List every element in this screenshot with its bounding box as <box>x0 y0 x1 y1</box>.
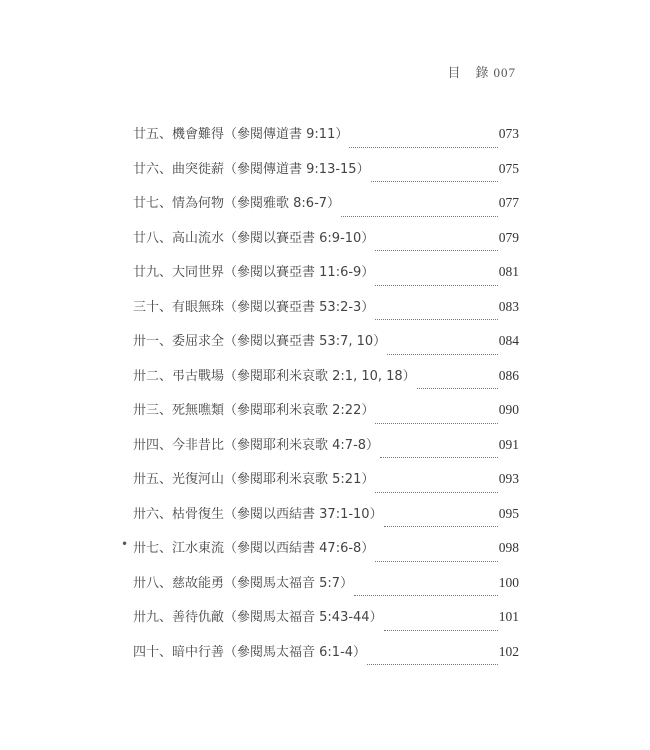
dot-leader <box>375 309 497 320</box>
toc-entry <box>133 399 519 434</box>
entry-page: 101 <box>498 609 519 624</box>
entry-title: 廿七、情為何物 <box>133 196 225 211</box>
section-title-char-2: 錄 <box>475 66 490 81</box>
dot-leader <box>349 137 497 148</box>
scripture-ref: （參閱以賽亞書 53:7, 10） <box>224 334 387 349</box>
dot-leader <box>375 240 497 251</box>
dot-leader <box>417 378 498 389</box>
scripture-ref: （參閱以西結書 37:1-10） <box>224 506 383 522</box>
toc-entry <box>133 192 519 227</box>
scripture-ref: （參閱以西結書 47:6-8） <box>224 541 375 556</box>
entry-page: 093 <box>498 471 519 486</box>
entry-title: 廿五、機會難得 <box>133 127 225 142</box>
toc-entry <box>133 606 519 641</box>
entry-title: 三十、有眼無珠 <box>133 299 225 315</box>
dot-leader <box>375 275 497 286</box>
bullet-marker: • <box>121 537 129 551</box>
entry-page: 091 <box>498 436 519 452</box>
scripture-ref: （參閱馬太福音 6:1-4） <box>224 644 367 660</box>
scripture-ref: （參閱雅歌 8:6-7） <box>224 196 341 211</box>
entry-title: 廿八、高山流水 <box>133 230 225 246</box>
dot-leader <box>380 447 498 458</box>
entry-page: 098 <box>498 540 519 555</box>
scripture-ref: （參閱傳道書 9:11） <box>224 127 349 142</box>
dot-leader <box>387 344 498 355</box>
entry-page: 100 <box>498 574 519 590</box>
toc-entry <box>133 434 519 469</box>
toc-entry <box>133 227 519 262</box>
toc-entry <box>133 572 519 607</box>
entry-page: 090 <box>498 402 519 417</box>
scripture-ref: （參閱傳道書 9:13-15） <box>224 161 370 177</box>
entry-title: 卅一、委屈求全 <box>133 334 225 349</box>
toc-entry <box>133 468 519 503</box>
entry-page: 075 <box>498 160 519 176</box>
entry-title: 卅九、善待仇敵 <box>133 610 225 625</box>
dot-leader <box>384 620 498 631</box>
dot-leader <box>354 585 498 596</box>
entry-page: 079 <box>498 229 519 245</box>
dot-leader <box>384 516 498 527</box>
entry-page: 084 <box>498 333 519 348</box>
toc-entry <box>133 123 519 158</box>
entry-title: 卅七、江水東流 <box>133 541 225 556</box>
entry-title: 廿六、曲突徙薪 <box>133 161 225 177</box>
entry-page: 083 <box>498 298 519 314</box>
toc-entry <box>133 296 519 331</box>
table-of-contents <box>121 123 519 675</box>
entry-title: 卅六、枯骨復生 <box>133 506 225 522</box>
scripture-ref: （參閱耶利米哀歌 4:7-8） <box>224 437 380 453</box>
dot-leader <box>375 413 497 424</box>
toc-entry <box>133 641 519 676</box>
page-number: 007 <box>493 65 516 80</box>
dot-leader <box>371 171 498 182</box>
entry-page: 086 <box>498 367 519 383</box>
toc-entry <box>133 158 519 193</box>
entry-title: 卅八、慈故能勇 <box>133 575 225 591</box>
toc-entry <box>121 537 519 572</box>
scripture-ref: （參閱以賽亞書 11:6-9） <box>224 265 375 280</box>
scripture-ref: （參閱耶利米哀歌 2:22） <box>224 403 375 418</box>
entry-title: 卅四、今非昔比 <box>133 437 225 453</box>
toc-entry <box>133 503 519 538</box>
scripture-ref: （參閱耶利米哀歌 2:1, 10, 18） <box>224 368 416 384</box>
dot-leader <box>341 206 498 217</box>
entry-title: 卅五、光復河山 <box>133 472 225 487</box>
running-header <box>447 62 516 81</box>
entry-title: 卅二、弔古戰場 <box>133 368 225 384</box>
entry-page: 095 <box>498 505 519 521</box>
toc-entry <box>133 330 519 365</box>
entry-page: 077 <box>498 195 519 210</box>
scripture-ref: （參閱耶利米哀歌 5:21） <box>224 472 375 487</box>
scripture-ref: （參閱馬太福音 5:43-44） <box>224 610 383 625</box>
entry-title: 廿九、大同世界 <box>133 265 225 280</box>
entry-title: 四十、暗中行善 <box>133 644 225 660</box>
scripture-ref: （參閱馬太福音 5:7） <box>224 575 354 591</box>
dot-leader <box>375 482 497 493</box>
dot-leader <box>367 654 498 665</box>
toc-entry <box>133 261 519 296</box>
entry-page: 102 <box>498 643 519 659</box>
scripture-ref: （參閱以賽亞書 53:2-3） <box>224 299 375 315</box>
section-title-char-1: 目 <box>447 66 462 81</box>
toc-entry <box>133 365 519 400</box>
entry-page: 073 <box>498 126 519 141</box>
entry-title: 卅三、死無噍類 <box>133 403 225 418</box>
entry-page: 081 <box>498 264 519 279</box>
scripture-ref: （參閱以賽亞書 6:9-10） <box>224 230 375 246</box>
dot-leader <box>375 551 497 562</box>
